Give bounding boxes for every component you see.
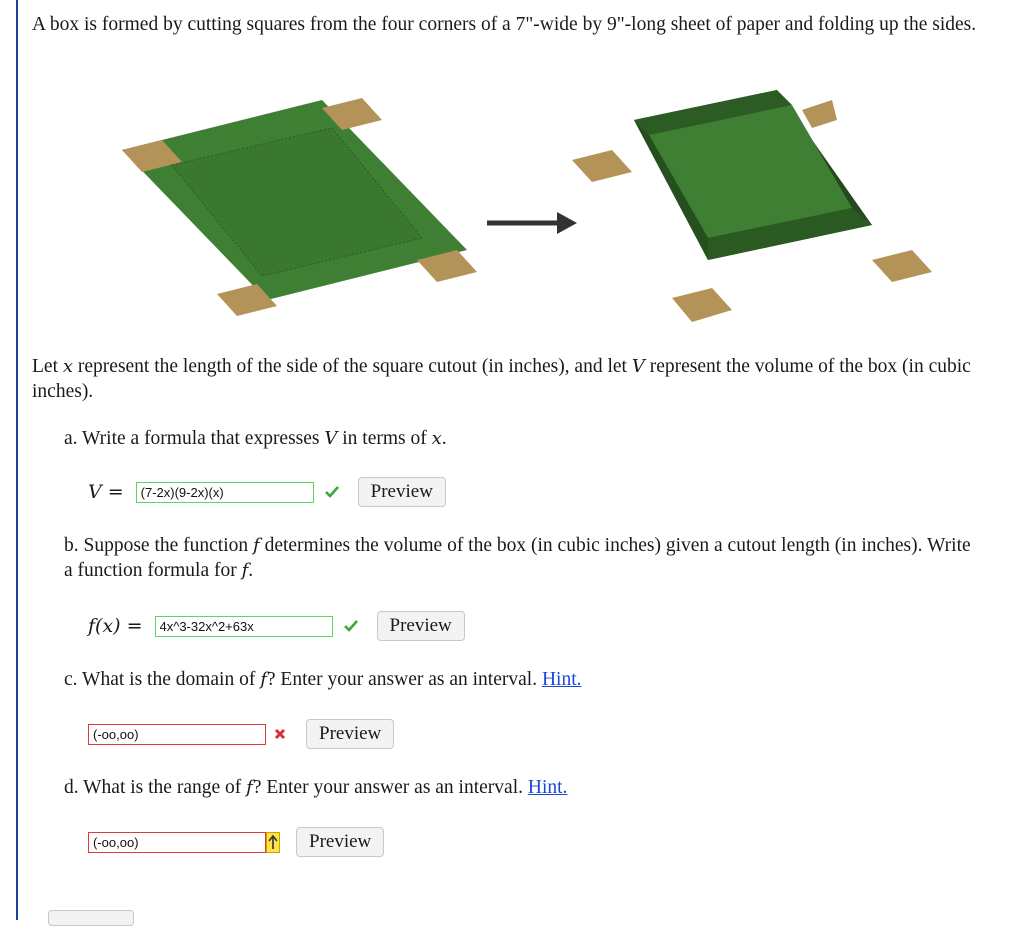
math-var-x: x — [431, 428, 442, 449]
text: represent the length of the side of the square cutout (in inches), and let — [73, 356, 632, 377]
variable-definitions — [32, 354, 1017, 404]
correct-check-icon — [341, 616, 361, 636]
warning-arrow-icon — [266, 832, 280, 853]
box-corner-tab-top — [802, 100, 837, 128]
math-var-f: f — [246, 777, 253, 798]
part-d-answer-row — [88, 827, 384, 857]
part-c-answer-row — [88, 719, 394, 749]
left-margin-rule — [16, 0, 18, 920]
text: . — [441, 428, 447, 449]
part-d-hint-link[interactable]: Hint. — [527, 777, 568, 798]
part-b-preview-button[interactable]: Preview — [377, 611, 465, 641]
text: Let — [32, 356, 63, 377]
box-corner-tab-right — [872, 250, 932, 282]
part-a-answer-row — [88, 477, 446, 507]
part-b-label — [88, 614, 147, 639]
part-d-preview-button[interactable]: Preview — [296, 827, 384, 857]
box-corner-tab-bottom — [672, 288, 732, 322]
problem-intro: A box is formed by cutting squares from the four corners of a 7"-wide by 9"-long sheet of paper and folding up the sides. — [32, 14, 977, 35]
transform-arrow-head — [557, 212, 577, 234]
math-var-v: V — [631, 356, 645, 377]
math-var-v: V — [324, 428, 338, 449]
text: in terms of — [337, 428, 432, 449]
correct-check-icon — [322, 482, 342, 502]
text: . — [248, 560, 254, 581]
math-var-f: f — [260, 669, 267, 690]
text: c. What is the domain of — [64, 669, 261, 690]
submit-button-partial[interactable] — [48, 910, 134, 926]
math-var-f: f — [253, 535, 260, 556]
part-b-answer-input[interactable] — [155, 616, 333, 637]
part-b-question — [64, 533, 984, 583]
label-var: V — [88, 480, 102, 503]
box-folding-illustration — [32, 90, 1017, 340]
label-var: f(x) — [88, 614, 121, 637]
part-b-answer-row — [88, 611, 465, 641]
part-c-answer-input[interactable] — [88, 724, 266, 745]
part-c-preview-button[interactable]: Preview — [306, 719, 394, 749]
text: d. What is the range of — [64, 777, 247, 798]
math-var-x: x — [62, 356, 74, 377]
text: represent the volume of the box (in cubic inches). — [32, 356, 971, 402]
math-var-f: f — [241, 560, 249, 581]
problem-content — [32, 12, 1017, 852]
equals-sign: = — [107, 480, 124, 503]
text: a. Write a formula that expresses — [64, 428, 325, 449]
part-a-label — [88, 480, 128, 505]
text: b. Suppose the function — [64, 535, 254, 556]
part-a-question — [64, 426, 447, 451]
text: ? Enter your answer as an interval. — [266, 669, 542, 690]
text: ? Enter your answer as an interval. — [252, 777, 528, 798]
part-d-question — [64, 775, 567, 800]
part-d-answer-input[interactable] — [88, 832, 266, 853]
incorrect-x-icon — [270, 724, 290, 744]
part-a-answer-input[interactable] — [136, 482, 314, 503]
part-a-preview-button[interactable]: Preview — [358, 477, 446, 507]
text: determines the volume of the box (in cubic inches) given a cutout length (in inches). Write a function formula for — [64, 535, 971, 581]
box-corner-tab-left — [572, 150, 632, 182]
equals-sign: = — [126, 614, 143, 637]
part-c-question — [64, 667, 582, 692]
part-c-hint-link[interactable]: Hint. — [541, 669, 582, 690]
